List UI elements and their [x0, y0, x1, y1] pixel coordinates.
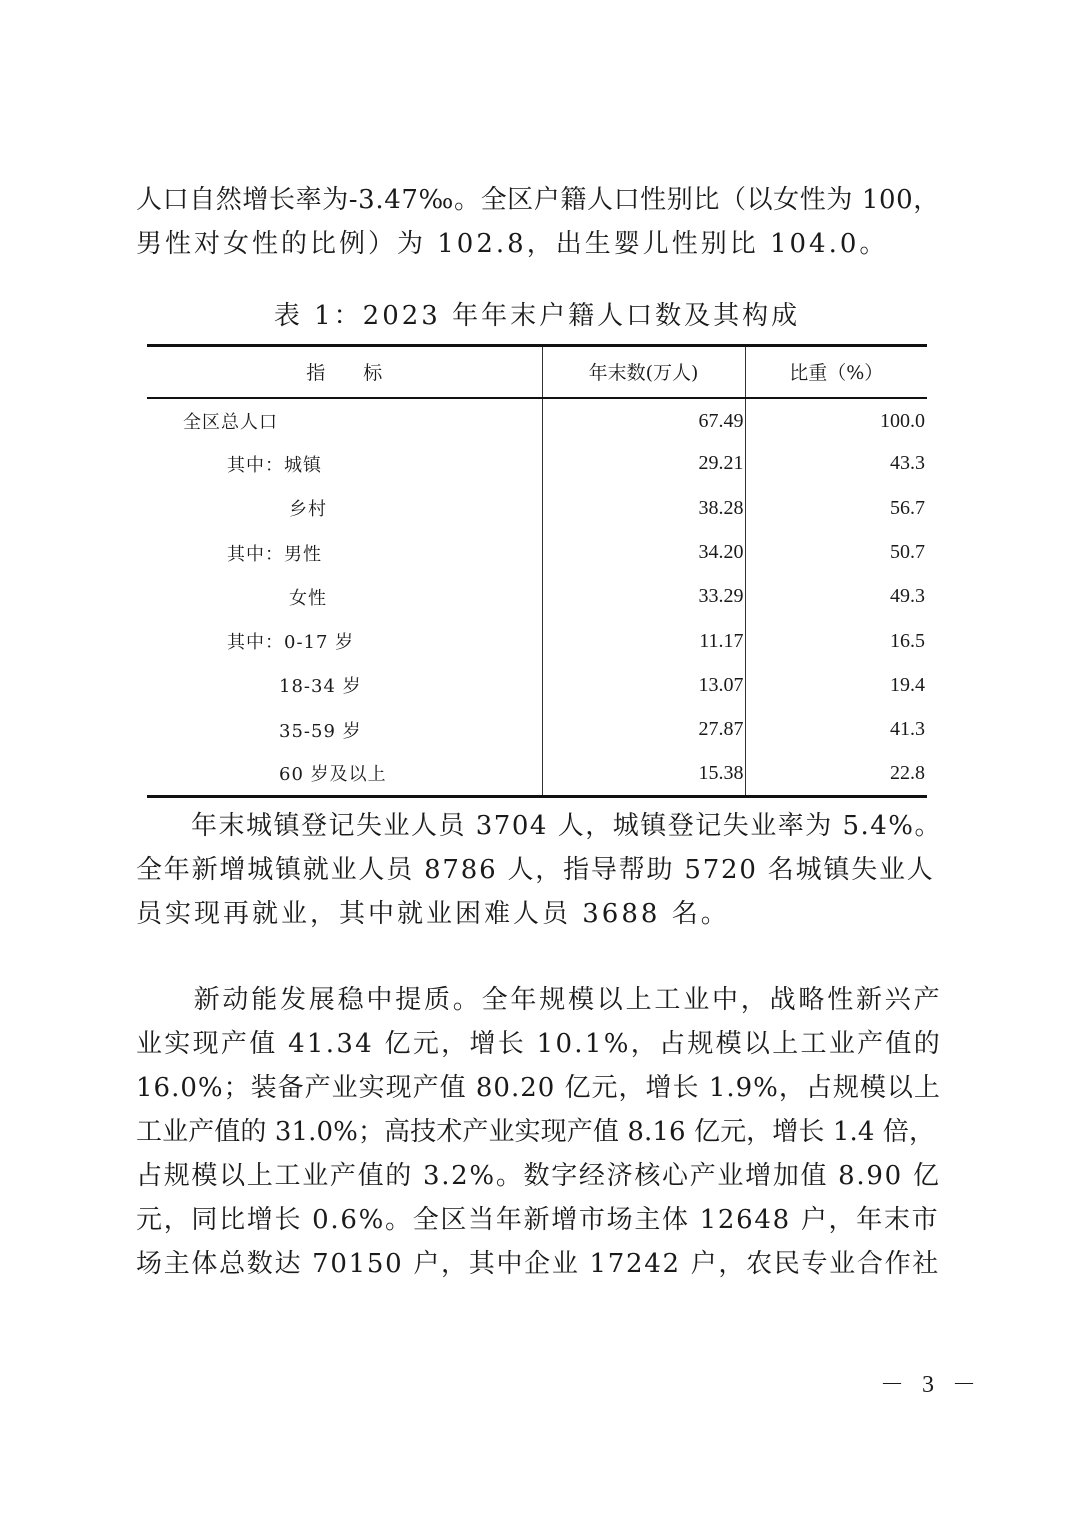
row-value: 67.49	[542, 398, 745, 442]
row-share: 16.5	[745, 619, 927, 663]
intro-line: 男性对女性的比例）为 102.8，出生婴儿性别比 104.0。	[136, 229, 889, 259]
table-row	[147, 575, 927, 619]
table-caption: 表 1：2023 年年末户籍人口数及其构成	[273, 301, 801, 331]
row-share: 56.7	[745, 486, 927, 530]
row-value: 33.29	[542, 575, 745, 619]
industry-line: 16.0%；装备产业实现产值 80.20 亿元，增长 1.9%，占规模以上	[136, 1073, 941, 1103]
header-year-end-count: 年末数(万人)	[542, 346, 745, 398]
row-value: 13.07	[542, 663, 745, 707]
row-label: 18-34 岁	[279, 676, 362, 698]
page-number: － 3 －	[880, 1372, 982, 1398]
row-value: 15.38	[542, 752, 745, 796]
row-label: 女性	[289, 587, 327, 609]
intro-paragraph	[136, 178, 942, 266]
row-value: 27.87	[542, 708, 745, 752]
row-value: 11.17	[542, 619, 745, 663]
employment-line: 员实现再就业，其中就业困难人员 3688 名。	[136, 899, 730, 929]
header-share: 比重（%）	[745, 346, 927, 398]
row-share: 50.7	[745, 530, 927, 574]
row-label: 60 岁及以上	[147, 752, 542, 796]
row-share: 100.0	[745, 398, 927, 442]
row-label: 其中：0-17 岁	[227, 632, 355, 654]
industry-line: 场主体总数达 70150 户，其中企业 17242 户，农民专业合作社	[136, 1249, 940, 1279]
industry-paragraph	[136, 978, 942, 1286]
table-row	[147, 442, 927, 486]
row-label: 35-59 岁	[279, 720, 362, 742]
table-row	[147, 530, 927, 574]
table-row	[147, 398, 927, 442]
employment-line: 年末城镇登记失业人员 3704 人，城镇登记失业率为 5.4%。	[136, 811, 943, 841]
industry-line: 工业产值的 31.0%；高技术产业实现产值 8.16 亿元，增长 1.4 倍，	[136, 1117, 936, 1147]
row-value: 29.21	[542, 442, 745, 486]
table-row	[147, 619, 927, 663]
table-row	[147, 663, 927, 707]
industry-line: 占规模以上工业产值的 3.2%。数字经济核心产业增加值 8.90 亿	[136, 1161, 941, 1191]
header-indicator: 指 标	[147, 346, 542, 398]
row-label: 乡村	[289, 499, 327, 521]
industry-line: 业实现产值 41.34 亿元，增长 10.1%，占规模以上工业产值的	[136, 1029, 943, 1059]
row-share: 22.8	[745, 752, 927, 796]
row-share: 49.3	[745, 575, 927, 619]
table-row	[147, 486, 927, 530]
row-label: 全区总人口	[183, 412, 278, 434]
row-share: 19.4	[745, 663, 927, 707]
industry-line: 元，同比增长 0.6%。全区当年新增市场主体 12648 户，年末市	[136, 1205, 940, 1235]
table-row	[147, 752, 927, 796]
intro-line: 人口自然增长率为-3.47‰。全区户籍人口性别比（以女性为 100，	[136, 185, 940, 215]
table-header-row	[147, 346, 927, 398]
row-share: 41.3	[745, 708, 927, 752]
row-value: 34.20	[542, 530, 745, 574]
population-table	[147, 344, 927, 798]
row-label: 其中：男性	[227, 543, 322, 565]
row-share: 43.3	[745, 442, 927, 486]
industry-line: 新动能发展稳中提质。全年规模以上工业中，战略性新兴产	[136, 985, 943, 1015]
table-row	[147, 708, 927, 752]
row-label: 其中：城镇	[227, 454, 322, 476]
employment-paragraph	[136, 804, 942, 936]
row-value: 38.28	[542, 486, 745, 530]
employment-line: 全年新增城镇就业人员 8786 人，指导帮助 5720 名城镇失业人	[136, 855, 935, 885]
